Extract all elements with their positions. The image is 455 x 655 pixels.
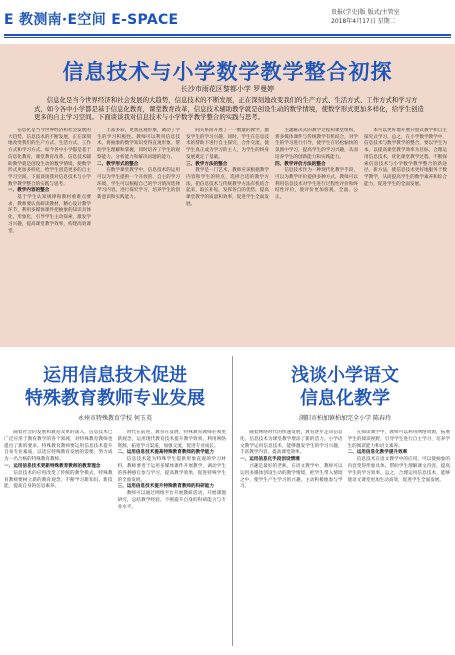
section-heading: 三、教学方法的整合 bbox=[186, 161, 228, 167]
paragraph: 随着网络时代的快速发展，教育逐步走向信息化，信息技术为课堂教学增添了新的活力。小学语文教学运用信息技术，能够激发学生的学习兴趣，丰富教学内容，提高课堂效率。 bbox=[240, 430, 343, 456]
section-heading: 二、运用信息化教学提升效率 bbox=[347, 450, 408, 456]
article-special-education bbox=[4, 356, 226, 650]
paragraph: 信息技术在语文教学中的应用，可以使抽象的内容变得形象具体，帮助学生理解课文内容，提高学生的学习效率。总之，合理运用信息技术，能够使语文课堂更加生动高效，促进学生全面发展。 bbox=[347, 457, 450, 483]
title-line: 浅谈小学语文 bbox=[291, 365, 399, 386]
paragraph: 丰富多彩，更加直观形象，调动了学生的学习积极性。教师可以利用信息技术，将抽象的数学知识变得直观形象，帮助学生理解和掌握，同时培养了学生的观察能力、分析能力和解决问题的能力。 bbox=[97, 128, 180, 160]
article-column bbox=[4, 430, 113, 655]
article-author: 长沙市雨花区黎都小学 罗曼婷 bbox=[180, 85, 275, 93]
article-columns bbox=[240, 430, 450, 655]
article-author: 永州市特殊教育学校 何玉英 bbox=[78, 415, 152, 422]
header-rule-thin bbox=[4, 37, 451, 38]
section-heading: 一、教学内容的整合 bbox=[8, 188, 50, 194]
paragraph: 信息化是当今世界经济和社会发展的大趋势，信息技术的不断发展，正在深刻地改变我们的生产方式、生活方式、工作方式和学习方式。如今各中小学都是基于信息化教育，课堂教育改革，信息技术辅助教学就是创设生动的数学情境，使数学形式更加多样化，给学生创造更多的自主学习空间。下面谈谈我对信息技术与小学数学教学整合的实践与思考。 bbox=[8, 128, 91, 187]
column-divider bbox=[232, 356, 233, 646]
paragraph: 时代在前进，教育在发展，特殊教育教师必须更新观念，运用现代教育技术提升教学效果。利用网络资源，拓宽学习渠道，加强交流，促进专业成长。 bbox=[117, 430, 226, 449]
article-column bbox=[118, 430, 227, 655]
article-title: 信息技术与小学数学教学整合初探 bbox=[62, 60, 393, 84]
section-heading: 二、教学形式的整合 bbox=[97, 161, 139, 167]
section-heading: 一、运用信息化手段创设情境 bbox=[240, 457, 300, 463]
issue-info bbox=[331, 8, 449, 26]
page-header bbox=[0, 0, 455, 40]
issue-edition: 贵报(学史)版 版式/主管室 bbox=[331, 9, 400, 16]
paragraph: 在数学课堂教学中，信息技术的运用可以为学生提供一个开放的、自主的学习环境，学生可以根据自己的学习情况选择学习内容，进行探究学习，培养学生的创新意识和实践能力。 bbox=[97, 168, 180, 201]
paragraph: 主题解决式的教学过程和课堂组织，将多媒体课件与传统教学有机结合，对学生的学习进行引导，使学生在轻松愉快的氛围中学习，提高学生的学习兴趣，从而培养学生的创新能力和实践能力。 bbox=[275, 128, 358, 160]
section-heading: 一、运用信息技术更新特殊教育教师的教育理念 bbox=[4, 463, 101, 469]
article-columns bbox=[8, 128, 447, 343]
section-name: E 教测南·E空间 E-SPACE bbox=[4, 12, 179, 28]
article-columns bbox=[4, 430, 226, 655]
article-title bbox=[240, 364, 450, 410]
title-line: 运用信息技术促进 bbox=[43, 365, 187, 386]
article-column bbox=[8, 128, 91, 343]
header-rule bbox=[4, 34, 451, 36]
paragraph: 教师可以通过网络平台开展教研活动，开展课题研究，总结教学经验，不断提升自身的科研能力与专业水平。 bbox=[117, 491, 226, 510]
paragraph: 在阅读教学中，教师可以利用网络资源，拓展学生的阅读视野，引导学生进行自主学习，培养学生的阅读能力和语文素养。 bbox=[347, 430, 450, 449]
article-integration bbox=[0, 44, 455, 347]
paragraph: 信息技术作为一种现代化教学手段，可以为教学评价提供多种方式，教师可以利用信息技术对学生进行过程性评价和终结性评价，使评价更加客观、全面、公正。 bbox=[275, 168, 358, 201]
article-chinese-teaching bbox=[240, 356, 450, 650]
article-column bbox=[240, 430, 343, 655]
article-column bbox=[348, 430, 451, 655]
section-heading: 三、运用信息技术提升特殊教育教师的科研能力 bbox=[117, 484, 214, 490]
article-column bbox=[186, 128, 269, 343]
title-line: 信息化教学 bbox=[300, 388, 390, 409]
paragraph: 兴趣是最好的老师。在语文教学中，教师可以运用多媒体创设生动的教学情境，把学生带入情境之中，使学生产生学习的兴趣，主动积极地参与学习。 bbox=[240, 463, 343, 490]
article-column bbox=[275, 128, 358, 343]
paragraph: 间关系而开展了一一数量的教学，激发学生的学习兴趣。同时，学生在信息技术的帮助下进行自主探究，合作交流，使学生真正成为学习的主人，为学生的终身发展奠定了基础。 bbox=[186, 128, 269, 160]
paragraph: 本可以更好地开展开放式教学和自主探究式学习。总之，在小学数学教学中，信息技术与数学教学的整合，要以学生为本，以提高课堂教学效率为目标，合理运用信息技术，优化课堂教学过程，不断探索信息技术与小学数学教学整合的新途径、新方法，使信息技术更好地服务于数学教学，从而提高学生的数学素养和综合能力，促进学生的全面发展。 bbox=[364, 128, 447, 187]
paragraph: 信息技术的应用改变了传统的教学模式，特殊教育教师要树立新的教育观念，不断学习新知识、新技能，提高自身的信息素养。 bbox=[4, 470, 113, 490]
issue-date: 2018年4月17日 星期二 bbox=[331, 18, 396, 25]
paragraph: 信息技术能为特殊学生提供形象直观的学习材料，教师要善于运用多媒体课件开展教学，调动学生的各种感官参与学习，提高教学效果，促进特殊学生的全面发展。 bbox=[117, 457, 226, 483]
section-heading: 四、教学评价方法的整合 bbox=[275, 161, 326, 167]
article-title bbox=[4, 364, 226, 410]
article-author: 浏阳市柏加镇柏加完全小学 陈春玲 bbox=[299, 415, 391, 422]
article-abstract: 信息化是当今世界经济和社会发展的大趋势，信息技术的不断发展，正在深刻地改变我们的生产方式、生活方式、工作方式和学习方式，如今各中小学都是基于信息化教育，课堂教育改革，信息技术辅助教学就是创设生动的数学情境，使数学形式更加多样化，给学生创造更多的自主学习空间。下面谈谈我对信息技术与小学数学教学整合的实践与思考。 bbox=[34, 96, 424, 121]
article-column bbox=[97, 128, 180, 343]
section-heading: 二、运用信息技术提高特殊教育教师的教学能力 bbox=[117, 450, 214, 456]
article-column bbox=[364, 128, 447, 343]
paragraph: 教学是一门艺术，教师应该根据教学内容和学生的特点，选择合适的教学方法，把信息技术与传统教学方法有机结合起来，取长补短，发挥各自的优势，提高课堂教学的质量和效率，促进学生全面发展。 bbox=[186, 168, 269, 207]
paragraph: 基于学生认知规律和教材重难点要求，教师要认真研读教材，精心设计教学环节，利用多媒体课件把抽象的知识具体化、形象化，引导学生主动探索，激发学习兴趣，提高课堂教学效率，构建高效课堂。 bbox=[8, 195, 91, 234]
title-line: 特殊教育教师专业发展 bbox=[25, 388, 205, 409]
paragraph: 随着社会的发展和教育改革的深入，信息技术已广泛应用于教育教学的各个领域，对特殊教育教师也提出了新的要求。特殊教育教师要运用信息技术提升自身专业素质，以适应特殊教育发展的需要，努力成为一名合格的特殊教育教师。 bbox=[4, 430, 113, 463]
